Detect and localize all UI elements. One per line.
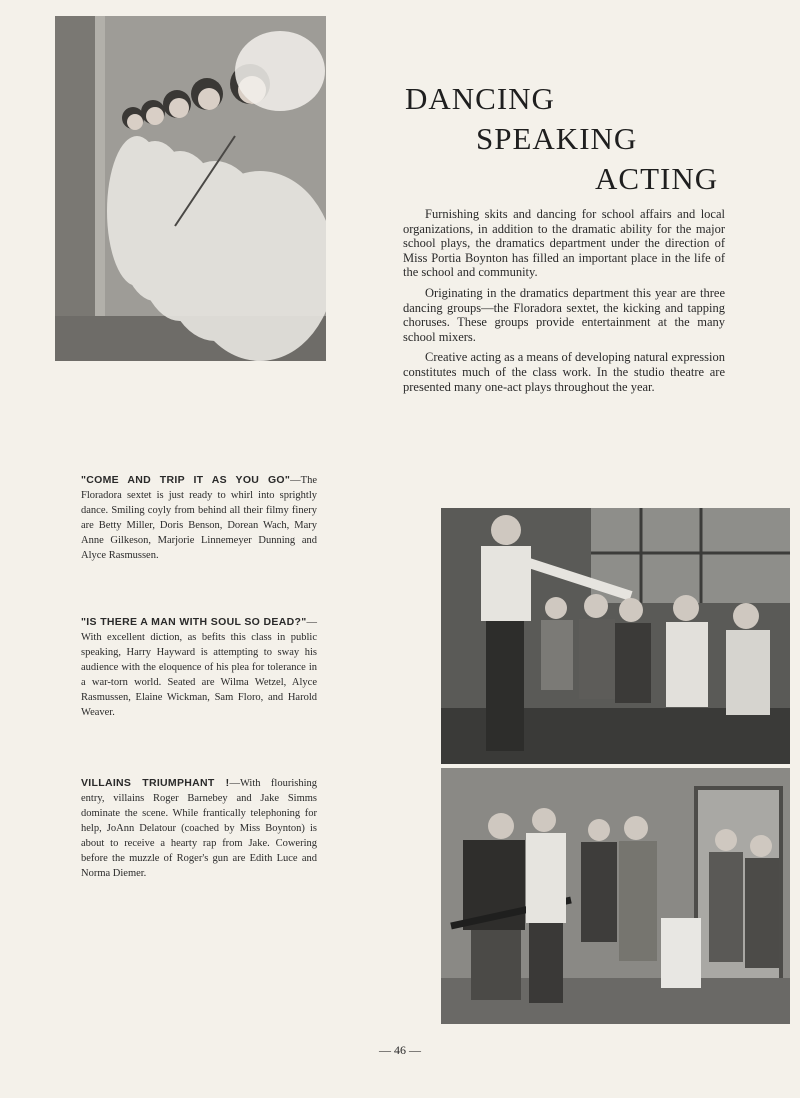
caption-text: —With flourishing entry, villains Roger Barnebey and Jake Simms dominate the scene. While frantically telephoning for help, JoAnn Delatour (coached by Miss Boynton) is about to receive a hearty rap from Jake. Cowering before the muzzle of Roger's gun are Edith Luce and Norma Diemer. — [81, 778, 317, 879]
floradora-caption — [81, 473, 317, 563]
public-speaking-caption — [81, 615, 317, 720]
floradora-sextet-photo — [55, 16, 326, 361]
intro-paragraph: Creative acting as a means of developing natural expression constitutes much of the class work. In the studio theatre are presented many one-act plays throughout the year. — [403, 350, 725, 394]
intro-text — [403, 207, 725, 400]
intro-paragraph: Originating in the dramatics department this year are three dancing groups—the Floradora sextet, the kicking and tapping choruses. These groups provide entertainment at the many school mixers. — [403, 285, 725, 344]
public-speaking-photo — [441, 508, 790, 764]
caption-lead: "IS THERE A MAN WITH SOUL SO DEAD?" — [81, 616, 307, 628]
heading-speaking: SPEAKING — [476, 121, 638, 156]
caption-text: —With excellent diction, as befits this class in public speaking, Harry Hayward is attempting to sway his audience with the eloquence of his plea for tolerance in a war-torn world. Seated are Wilma Wetzel, Alyce Rasmussen, Elaine Wickman, Sam Floro, and Harold Weaver. — [81, 617, 317, 718]
caption-text: —The Floradora sextet is just ready to whirl into sprightly dance. Smiling coyly from behind all their filmy finery are Betty Miller, Doris Benson, Dorean Wach, Mary Anne Gilkeson, Marjorie Linnemeyer Dunning and Alyce Rasmussen. — [81, 475, 317, 561]
heading-acting: ACTING — [595, 161, 719, 196]
caption-lead: VILLAINS TRIUMPHANT ! — [81, 777, 230, 789]
caption-lead: "COME AND TRIP IT AS YOU GO" — [81, 474, 291, 486]
heading-dancing: DANCING — [405, 81, 555, 116]
intro-paragraph: Furnishing skits and dancing for school affairs and local organizations, in addition to the dramatic ability for the major school plays, the dramatics department under the direction of Miss Portia Boynton has filled an important place in the life of the school and community. — [403, 207, 725, 280]
villains-scene-photo — [441, 768, 790, 1024]
villains-caption — [81, 776, 317, 881]
page-number: — 46 — — [379, 1043, 421, 1057]
